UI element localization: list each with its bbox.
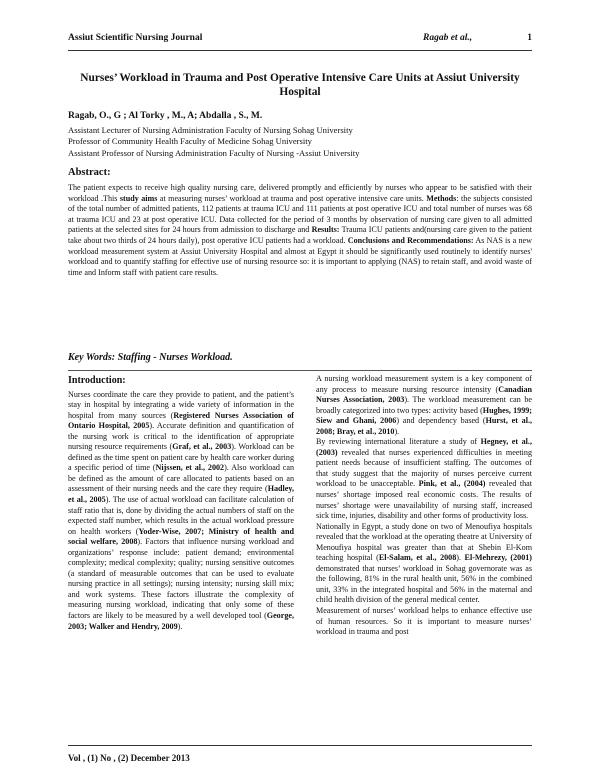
citation: Hadley, et al., 2005 xyxy=(68,484,294,505)
affiliation-3: Assistant Professor of Nursing Administration Faculty of Nursing -Assiut University xyxy=(68,147,360,158)
running-header xyxy=(68,33,532,47)
intro-paragraph xyxy=(316,437,532,521)
affiliations xyxy=(68,125,532,159)
intro-paragraph xyxy=(68,390,294,633)
abstract-results-label: Results: xyxy=(311,225,340,235)
citation: Yoder-Wise, 2007; Ministry of health and social welfare, 2008 xyxy=(68,526,294,547)
affiliation-2: Professor of Community Health Faculty of Medicine Sohag University xyxy=(68,136,312,147)
body-text: ). Also workload can be defined as the amount of care allocated to patients based on an assessment of their nursing needs and the care they require ( xyxy=(68,463,295,494)
abstract-text: The patient expects to receive high quality nursing care, delivered promptly and efficiently by nurses who appear to be satisfied with their workload .This xyxy=(68,183,532,203)
body-text: ). xyxy=(456,553,465,563)
right-column xyxy=(316,374,532,638)
citation: Canadian Nurses Association, 2003 xyxy=(316,384,532,405)
citation: Hughes, 1999; Siew and Ghani, 2006 xyxy=(316,405,532,426)
affiliation-1: Assistant Lecturer of Nursing Administration Faculty of Nursing Sohag University xyxy=(68,125,353,135)
body-text: ). Workload can be defined as the time spent on patient care by health care worker during a specific period of time ( xyxy=(68,442,294,473)
left-column xyxy=(68,376,294,632)
citation: Nijssen, et al., 2002 xyxy=(155,463,225,473)
body-text: ) and dependency based ( xyxy=(396,416,486,426)
citation: Pink, et al., (2004) xyxy=(418,479,486,489)
body-text: Nationally in Egypt, a study done on two of Menoufiya hospitals revealed that the workload at the operating theatre at University of Menoufiya hospital was greater than that at Shebin El-Kom teaching hospital ( xyxy=(316,521,532,563)
author-list: Ragab, O., G ; Al Torky , M., A; Abdalla , S., M. xyxy=(68,111,263,121)
abstract-body xyxy=(68,183,532,278)
introduction-heading: Introduction: xyxy=(68,375,126,386)
page-number: 1 xyxy=(527,33,532,43)
keywords: Key Words: Staffing - Nurses Workload. xyxy=(68,352,233,363)
citation: El-Mehrezy, (2001) xyxy=(464,553,533,563)
footer-volume: Vol , (1) No , (2) December 2013 xyxy=(68,753,190,763)
body-text: ). Accurate definition and quantification of the nursing work is critical to the identification of appropriate nursing resource requirements ( xyxy=(68,421,294,452)
citation: El-Salam, et al., 2008 xyxy=(378,553,457,563)
body-text: Measurement of nurses’ workload helps to enhance effective use of human resources. So it is important to measure nurses’ workload in trauma and post xyxy=(316,606,532,637)
body-text: A nursing workload measurement system is a key component of any process to measure nursing resource intensity ( xyxy=(316,374,532,394)
citation: Graf, et al., 2003 xyxy=(172,442,232,452)
header-rule xyxy=(68,50,532,51)
intro-paragraph xyxy=(316,374,532,437)
body-text: revealed that nurses’ shortage imposed real economic costs. The results of nurses’ shortage were unavailability of nursing staff, increased sick time, injuries, disability and other forms of productivity loss. xyxy=(316,479,532,521)
body-text: ). The workload measurement can be broadly categorized into two types: activity based ( xyxy=(316,395,532,415)
abstract-text: at measuring nurses’ workload at trauma and post operative intensive care units. xyxy=(157,193,427,203)
abstract-heading: Abstract: xyxy=(68,167,111,178)
body-text: Nurses coordinate the care they provide to patient, and the patient’s stay in hospital by integrating a wide variety of information in the hospital from many sources ( xyxy=(68,389,294,420)
body-text: ). xyxy=(394,426,400,436)
abstract-text: : the subjects consisted of the total number of admitted patients, 112 patients at trauma ICU and 111 patients at post operative ICU and total number of nurses was 68 at trauma ICU and 23 at post operative ICU. Data collected for the period of 3 months by observation of nursing care given to all admitted patients at the selected sites for 24 hours from admission to discharge and xyxy=(68,193,533,235)
body-text: ). xyxy=(177,621,183,631)
abstract-conclusions-label: Conclusions and Recommendations: xyxy=(347,235,474,245)
body-text: ). The use of actual workload can facilitate calculation of staff ratio that is, done by dividing the actual numbers of staff on the expected staff number, which results in the actual workload pressure on health workers ( xyxy=(68,495,294,536)
intro-paragraph xyxy=(316,522,532,606)
citation: George, 2003; Walker and Hendry, 2009 xyxy=(68,611,294,631)
intro-paragraph xyxy=(316,606,532,638)
body-text: ). Factors that influence nursing workload and organizations’ response include: patient demand; environmental complexity; medical complexity; quality; nursing sensitive outcomes (a standard of measurable outcomes that can be used to evaluate nursing practice in all settings); nursing intensity; nursing skill mix; and work systems. These factors illustrate the complexity of measuring nursing workload, indicating that only some of these factors are likely to be measured by a well developed tool ( xyxy=(68,537,294,621)
citation: Hurst, et al., 2008; Bray, et al., 2010 xyxy=(316,416,532,436)
header-authors: Ragab et al., xyxy=(423,33,473,43)
abstract-text: Trauma ICU patients and(nursing care given to the patient take about two thirds of 24 hours daily), post operative ICU patients had a workload. xyxy=(68,225,532,245)
citation: Registered Nurses Association of Ontario Hospital, 2005 xyxy=(68,410,294,431)
citation: Hegney, et al., (2003) xyxy=(316,437,532,457)
body-text: demonstrated that nurses’ workload in Sohag governorate was as the following, 81% in the rural health unit, 56% in the combined unit, 33% in the integrated hospital and 56% in the maternal and child health division of the general medical center. xyxy=(316,563,532,605)
body-text: revealed that nurses experienced difficulties in meeting patient needs because of insufficient staffing. The outcomes of that study suggest that the majority of nurses perceive current workload to be unacceptable. xyxy=(316,447,532,489)
journal-name: Assiut Scientific Nursing Journal xyxy=(68,33,203,43)
abstract-methods-label: Methods xyxy=(426,193,457,203)
abstract-study-aims-label: study aims xyxy=(119,193,158,203)
section-rule xyxy=(68,370,532,371)
body-text: By reviewing international literature a study of xyxy=(316,437,481,447)
footer-rule xyxy=(68,745,532,746)
abstract-text: As NAS is a new workload measurement system at Assiut University Hospital and almost at Egypt it should be significantly used routinely to identify nurses' workload and to quantify staffing for effective use of nursing resource so: it is important to applying (NAS) to retain staff, and avoid waste of time and Inform staff with patient care results. xyxy=(68,235,532,277)
paper-title: Nurses’ Workload in Trauma and Post Operative Intensive Care Units at Assiut University Hospital xyxy=(80,72,520,98)
